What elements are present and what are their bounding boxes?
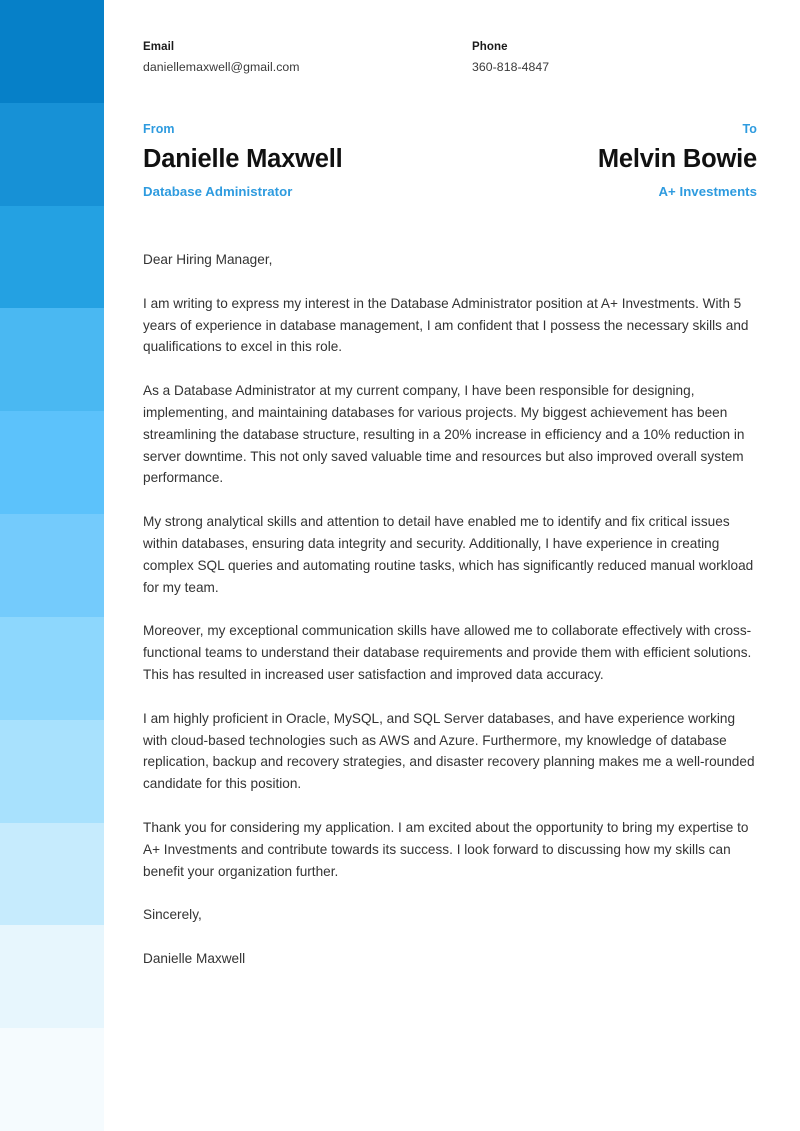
recipient-name: Melvin Bowie xyxy=(597,145,757,173)
salutation: Dear Hiring Manager, xyxy=(143,252,273,267)
sidebar-band xyxy=(0,206,104,309)
to-label: To xyxy=(742,122,757,136)
email-block xyxy=(143,41,472,74)
email-value: daniellemaxwell@gmail.com xyxy=(143,60,300,74)
from-label: From xyxy=(143,122,175,136)
sidebar-band xyxy=(0,514,104,617)
sender-name: Danielle Maxwell xyxy=(143,145,343,173)
sender-job-title: Database Administrator xyxy=(143,183,293,199)
sender-block xyxy=(143,122,342,199)
body-paragraph: I am writing to express my interest in the Database Administrator position at A+ Investments. With 5 years of experience in database management, I am confident that I possess the necessary skills and qualifications to excel in this role. xyxy=(143,295,749,355)
phone-label: Phone xyxy=(472,41,508,53)
sidebar-band xyxy=(0,103,104,206)
phone-block xyxy=(472,41,757,74)
recipient-block xyxy=(598,122,757,199)
sidebar-band xyxy=(0,925,104,1028)
phone-value: 360-818-4847 xyxy=(472,60,550,74)
letter-body xyxy=(143,249,760,970)
email-label: Email xyxy=(143,41,175,53)
body-paragraph: I am highly proficient in Oracle, MySQL, and SQL Server databases, and have experience working with cloud-based technologies such as AWS and Azure. Furthermore, my knowledge of database replication, backup and recovery strategies, and disaster recovery planning makes me a well-rounded candidate for this position. xyxy=(143,710,755,792)
contact-details xyxy=(143,41,757,74)
sidebar-band xyxy=(0,411,104,514)
sidebar-band xyxy=(0,1028,104,1131)
body-paragraph: Moreover, my exceptional communication skills have allowed me to collaborate effectively with cross-functional teams to understand their database requirements and provide them with efficient solutions. This has resulted in increased user satisfaction and improved data accuracy. xyxy=(143,623,752,682)
parties-block xyxy=(143,122,757,199)
sidebar-band xyxy=(0,823,104,926)
sidebar-band xyxy=(0,0,104,103)
decorative-sidebar xyxy=(0,0,104,1131)
recipient-company: A+ Investments xyxy=(658,183,757,199)
body-paragraph: My strong analytical skills and attention to detail have enabled me to identify and fix critical issues within databases, ensuring data integrity and security. Additionally, I have experience in creating complex SQL queries and automating routine tasks, which has significantly reduced manual workload for my team. xyxy=(143,514,754,595)
sidebar-band xyxy=(0,617,104,720)
letter-content xyxy=(143,0,757,1131)
closing-salutation: Sincerely, xyxy=(143,907,202,923)
sidebar-band xyxy=(0,720,104,823)
body-paragraph: Thank you for considering my application. I am excited about the opportunity to bring my expertise to A+ Investments and contribute towards its success. I look forward to discussing how my skills can benefit your organization further. xyxy=(143,819,749,879)
signature-name: Danielle Maxwell xyxy=(143,951,246,967)
sidebar-band xyxy=(0,308,104,411)
body-paragraph: As a Database Administrator at my current company, I have been responsible for designing, implementing, and maintaining databases for various projects. My biggest achievement has been streamlining the database structure, resulting in a 20% increase in efficiency and a 10% reduction in server downtime. This not only saved valuable time and resources but also improved overall system performance. xyxy=(143,383,745,486)
